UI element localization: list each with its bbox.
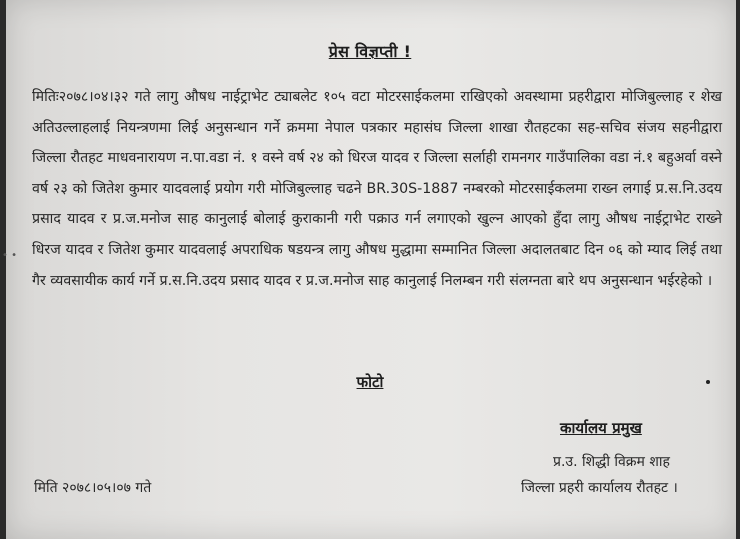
photo-label: फोटो — [356, 373, 384, 391]
ink-dot — [706, 380, 710, 384]
notice-body: मितिः२०७८।०४।३२ गते लागु औषध नाईट्राभेट ट्याबलेट १०५ वटा मोटरसाईकलमा राखिएको अवस्थामा प्रहरीद्वारा मोजिबुल्लाह र शेख अतिउल्लाहलाई नियन्त्रणमा लिई अनुसन्धान गर्ने क्रममा नेपाल पत्रकार महासंघ जिल्ला शाखा रौतहटका सह-सचिव संजय सहनीद्वारा जिल्ला रौतहट माधवनारायण न.पा.वडा नं. १ वस्ने वर्ष २४ को धिरज यादव र जिल्ला सर्लाही रामनगर गाउँपालिका वडा नं.१ बहुअर्वा वस्ने वर्ष २३ को जितेश कुमार यादवलाई प्रयोग गरी मोजिबुल्लाह चढने BR.30S-1887 नम्बरको मोटरसाईकलमा राख्न लगाई प्र.स.नि.उदय प्रसाद यादव र प्र.ज.मनोज साह कानुलाई बोलाई कुराकानी गरी पक्राउ गर्न लगाएको खुल्न आएको हुँदा लागु औषध नाईट्राभेट राख्ने धिरज यादव र जितेश कुमार यादवलाई अपराधिक षडयन्त्र लागु औषध मुद्धामा सम्मानित जिल्ला अदालतबाट दिन ०६ को म्याद लिई तथा गैर व्यवसायीक कार्य गर्ने प्र.स.नि.उदय प्रसाद यादव र प्र.ज.मनोज साह कानुलाई निलम्बन गरी संलग्नता बारे थप अनुसन्धान भईरहेको । — [32, 89, 722, 289]
notice-title: प्रेस विज्ञप्ती ! — [328, 42, 412, 61]
signature-name: प्र.उ. शिद्धी विक्रम शाह — [553, 454, 670, 470]
notice-date: मिति २०७८।०५।०७ गते — [34, 480, 152, 496]
margin-mark: • • — [2, 250, 17, 261]
signature-heading: कार्यालय प्रमुख — [560, 419, 642, 437]
signature-office: जिल्ला प्रहरी कार्यालय रौतहट । — [521, 480, 678, 496]
